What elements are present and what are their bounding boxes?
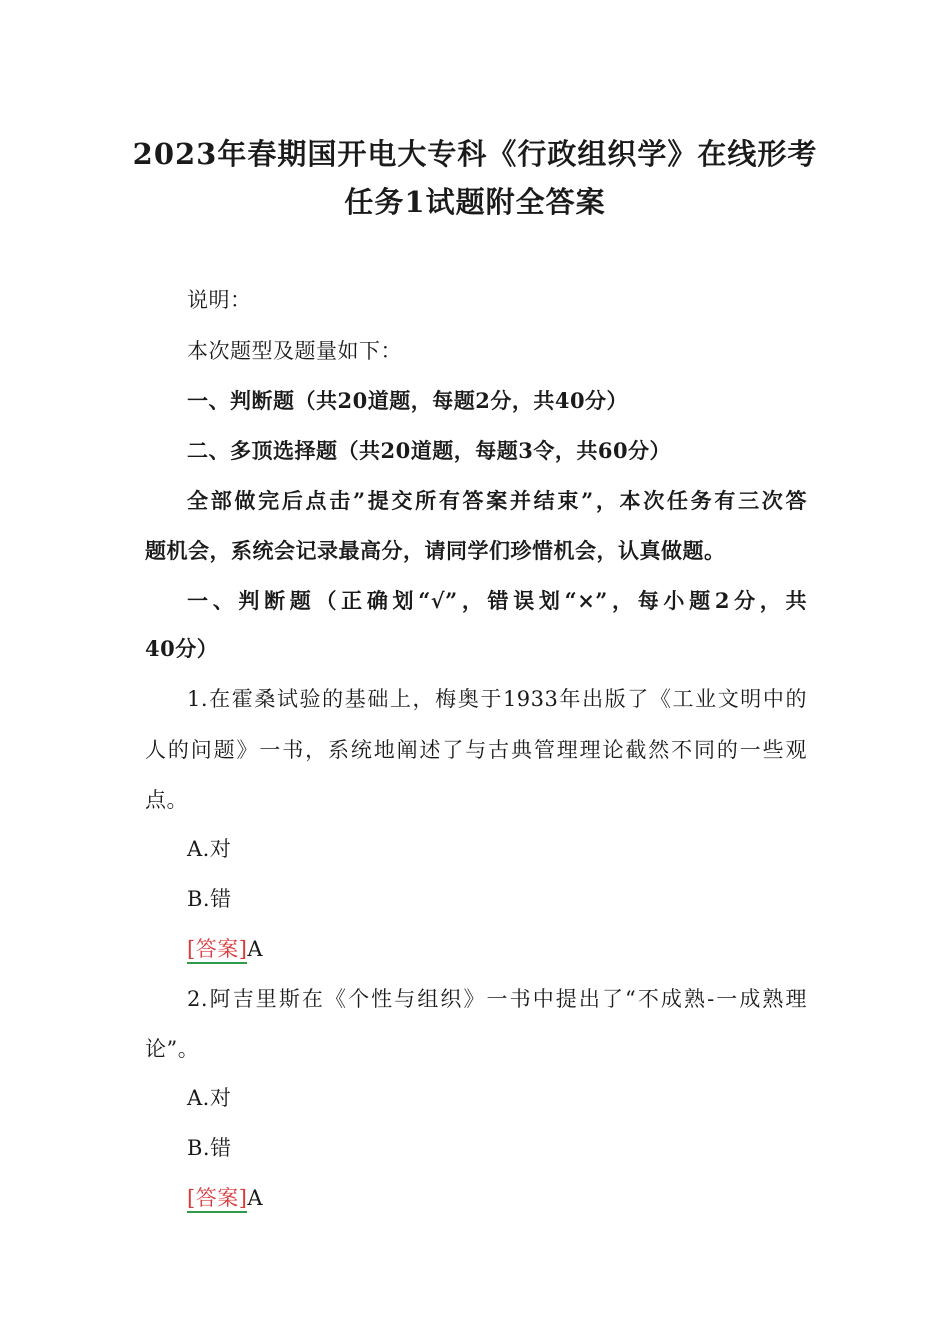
document-title-line-1: 2023年春期国开电大专科《行政组织学》在线形考 [132,137,818,171]
question-1-answer [187,934,807,964]
question-1-text-line-3: 点。 [145,788,188,812]
question-2-text-line-2: 论”。 [145,1037,200,1061]
answer-label: [答案] [187,1186,247,1213]
question-2-answer [187,1183,807,1213]
answer-value: A [247,1186,264,1210]
question-2-option-a: A.对 [187,1086,232,1110]
note-label: 说明： [187,288,252,312]
section-b-summary: 二、多顶选择题（共20道题，每题3令，共60分） [187,438,672,463]
instruction-line-1: 全部做完后点击”提交所有答案并结束”，本次任务有三次答 [187,488,807,513]
question-2-option-b: B.错 [187,1136,232,1160]
question-1-text-line-2: 人的问题》一书，系统地阐述了与古典管理理论截然不同的一些观 [145,738,807,762]
intro-text: 本次题型及题量如下： [187,339,402,363]
document-title-line-2: 任务1试题附全答案 [344,185,606,219]
section-a-summary: 一、判断题（共20道题，每题2分，共40分） [187,388,629,413]
part1-heading-line-1: 一、判断题（正确划“√”，错误划“×”，每小题2分，共 [187,588,807,613]
part1-heading-line-2: 40分） [145,636,219,661]
answer-value: A [247,937,264,961]
question-1-option-b: B.错 [187,887,232,911]
question-1-option-a: A.对 [187,837,232,861]
instruction-line-2: 题机会，系统会记录最高分，请同学们珍惜机会，认真做题。 [145,538,726,563]
answer-label: [答案] [187,937,247,964]
question-1-text-line-1: 1.在霍桑试验的基础上，梅奥于1933年出版了《工业文明中的 [187,687,807,711]
question-2-text-line-1: 2.阿吉里斯在《个性与组织》一书中提出了“不成熟-一成熟理 [187,987,807,1011]
